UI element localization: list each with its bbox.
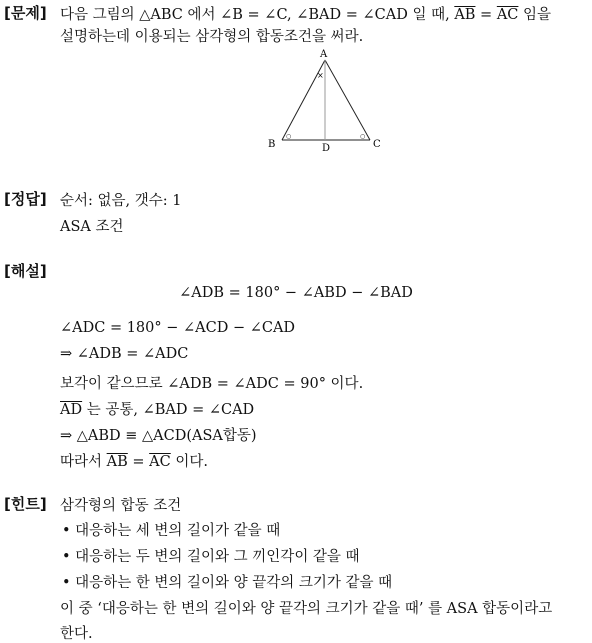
hint-label: [힌트] <box>4 495 47 513</box>
explanation-line-6-mid: = <box>127 454 150 470</box>
answer-line-1: 순서: 없음, 갯수: 1 <box>60 193 182 209</box>
hint-title: 삼각형의 합동 조건 <box>60 498 182 514</box>
explanation-line-4-text: 는 공통, ∠BAD = ∠CAD <box>82 402 255 418</box>
problem-text-post: 임을 <box>518 7 552 23</box>
problem-text-pre: 다음 그림의 △ABC 에서 ∠B = ∠C, ∠BAD = ∠CAD 일 때, <box>60 7 455 23</box>
hint-note-line-2: 한다. <box>60 626 93 642</box>
explanation-line-6-post: 이다. <box>170 454 208 470</box>
hint-bullet-1-text: 대응하는 세 변의 길이가 같을 때 <box>75 523 281 539</box>
vertex-d-label: D <box>322 143 331 154</box>
hint-bullet-3 <box>60 571 392 592</box>
vertex-c-label: C <box>373 139 381 150</box>
hint-note-line-1: 이 중 ‘대응하는 한 변의 길이와 양 끝각의 크기가 같을 때’ 를 ASA 합동이라고 <box>60 601 553 617</box>
bullet-icon: • <box>62 523 71 539</box>
problem-text-mid: = <box>475 7 497 23</box>
hint-bullet-2 <box>60 545 360 566</box>
problem-line-2: 설명하는데 이용되는 삼각형의 합동조건을 써라. <box>60 29 364 45</box>
angle-mark-a: × <box>317 71 324 80</box>
segment-ab: $\overline{AB}$ <box>454 7 476 23</box>
explanation-line-5: ⇒ △ABD ≡ △ACD(ASA합동) <box>60 428 257 444</box>
vertex-b-label: B <box>268 139 276 150</box>
explanation-line-2: ⇒ ∠ADB = ∠ADC <box>60 346 189 362</box>
explanation-line-1: ∠ADC = 180° − ∠ACD − ∠CAD <box>60 320 296 336</box>
explanation-line-3: 보각이 같으므로 ∠ADB = ∠ADC = 90° 이다. <box>60 376 364 392</box>
problem-line-1 <box>60 3 551 24</box>
answer-line-2: ASA 조건 <box>60 219 124 235</box>
hint-bullet-1 <box>60 519 280 540</box>
triangle-figure <box>262 46 386 154</box>
answer-label: [정답] <box>4 190 47 208</box>
angle-mark-c: ○ <box>360 133 366 140</box>
vertex-a-label: A <box>320 49 328 60</box>
side-ac <box>325 60 370 140</box>
bullet-icon: • <box>62 549 71 565</box>
explanation-line-4 <box>60 398 254 419</box>
problem-label: [문제] <box>4 4 47 22</box>
hint-bullet-2-text: 대응하는 두 변의 길이와 그 끼인각이 같을 때 <box>75 549 360 565</box>
segment-ac: $\overline{AC}$ <box>496 7 519 23</box>
explanation-line-6-pre: 따라서 <box>60 454 107 470</box>
explanation-line-6 <box>60 450 208 471</box>
explanation-label: [해설] <box>4 262 47 280</box>
explanation-equation: ∠ADB = 180° − ∠ABD − ∠BAD <box>179 285 413 301</box>
segment-ab-conclusion: $\overline{AB}$ <box>106 454 128 470</box>
bullet-icon: • <box>62 575 71 591</box>
segment-ac-conclusion: $\overline{AC}$ <box>149 454 171 470</box>
segment-ad: $\overline{AD}$ <box>60 402 83 418</box>
hint-bullet-3-text: 대응하는 한 변의 길이와 양 끝각의 크기가 같을 때 <box>75 575 393 591</box>
angle-mark-b: ○ <box>286 133 292 140</box>
